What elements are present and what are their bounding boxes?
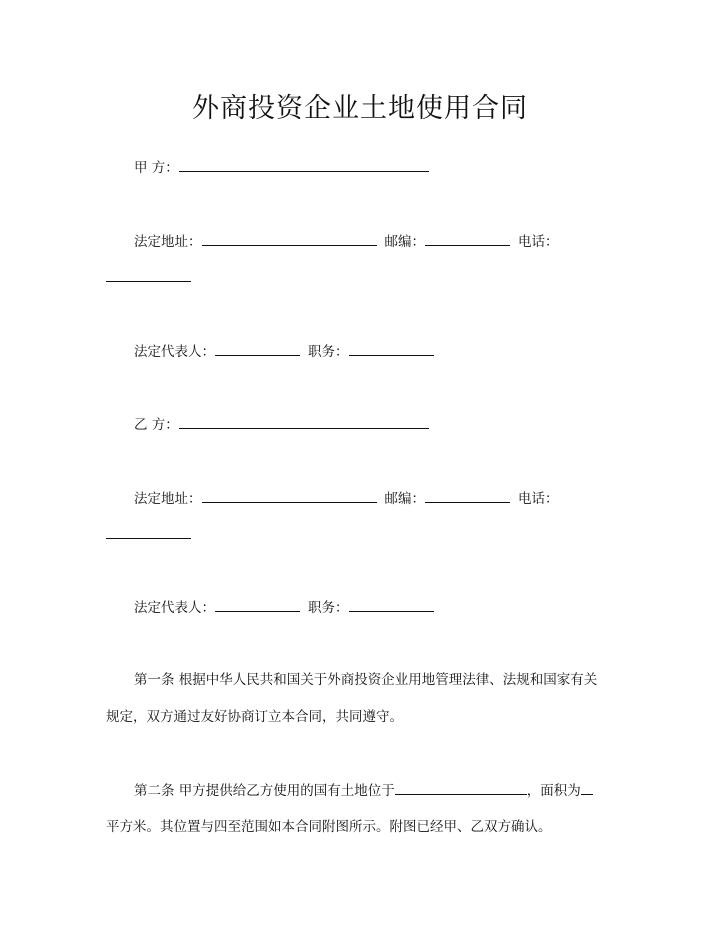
party-a-rep-label: 法定代表人： <box>134 344 215 360</box>
party-a-address-blank <box>202 232 377 246</box>
party-b-phone-label: 电话： <box>518 491 559 507</box>
party-b-position-label: 职务： <box>308 600 349 616</box>
article-2-area-label: ，面积为 <box>526 783 581 799</box>
party-b-line <box>134 415 429 434</box>
article-2-line-1 <box>134 781 593 800</box>
document-title: 外商投资企业土地使用合同 <box>192 93 528 124</box>
party-a-phone-label: 电话： <box>518 234 559 250</box>
party-a-position-label: 职务： <box>308 344 349 360</box>
party-b-postcode-label: 邮编： <box>384 491 425 507</box>
party-a-blank <box>179 158 429 172</box>
party-a-postcode-label: 邮编： <box>384 234 425 250</box>
party-a-label: 甲 方： <box>134 160 179 176</box>
article-1-line-2: 规定，双方通过友好协商订立本合同，共同遵守。 <box>106 709 403 725</box>
article-2-line-2: 平方米。其位置与四至范围如本合同附图所示。附图已经甲、乙双方确认。 <box>106 819 552 835</box>
article-2-location-blank <box>395 781 527 795</box>
party-b-blank <box>179 415 429 429</box>
article-2-prefix: 第二条 甲方提供给乙方使用的国有土地位于 <box>134 783 395 799</box>
party-a-address-label: 法定地址： <box>134 234 202 250</box>
article-2-area-blank <box>581 781 593 795</box>
party-a-address-line <box>134 232 559 251</box>
party-b-address-label: 法定地址： <box>134 491 202 507</box>
party-b-address-line <box>134 489 559 508</box>
party-b-rep-label: 法定代表人： <box>134 600 215 616</box>
party-b-address-blank <box>202 489 377 503</box>
party-a-line <box>134 158 429 177</box>
party-b-position-blank <box>349 598 434 612</box>
party-a-postcode-blank <box>425 232 510 246</box>
party-b-label: 乙 方： <box>134 417 179 433</box>
party-a-position-blank <box>349 342 434 356</box>
party-a-rep-line <box>134 342 434 361</box>
party-b-rep-line <box>134 598 434 617</box>
party-b-rep-blank <box>215 598 300 612</box>
party-a-phone-line <box>106 268 191 287</box>
party-a-rep-blank <box>215 342 300 356</box>
party-b-postcode-blank <box>425 489 510 503</box>
party-b-phone-line <box>106 525 191 544</box>
article-1-line-1: 第一条 根据中华人民共和国关于外商投资企业用地管理法律、法规和国家有关 <box>134 672 598 688</box>
party-a-phone-blank <box>106 268 191 282</box>
party-b-phone-blank <box>106 525 191 539</box>
